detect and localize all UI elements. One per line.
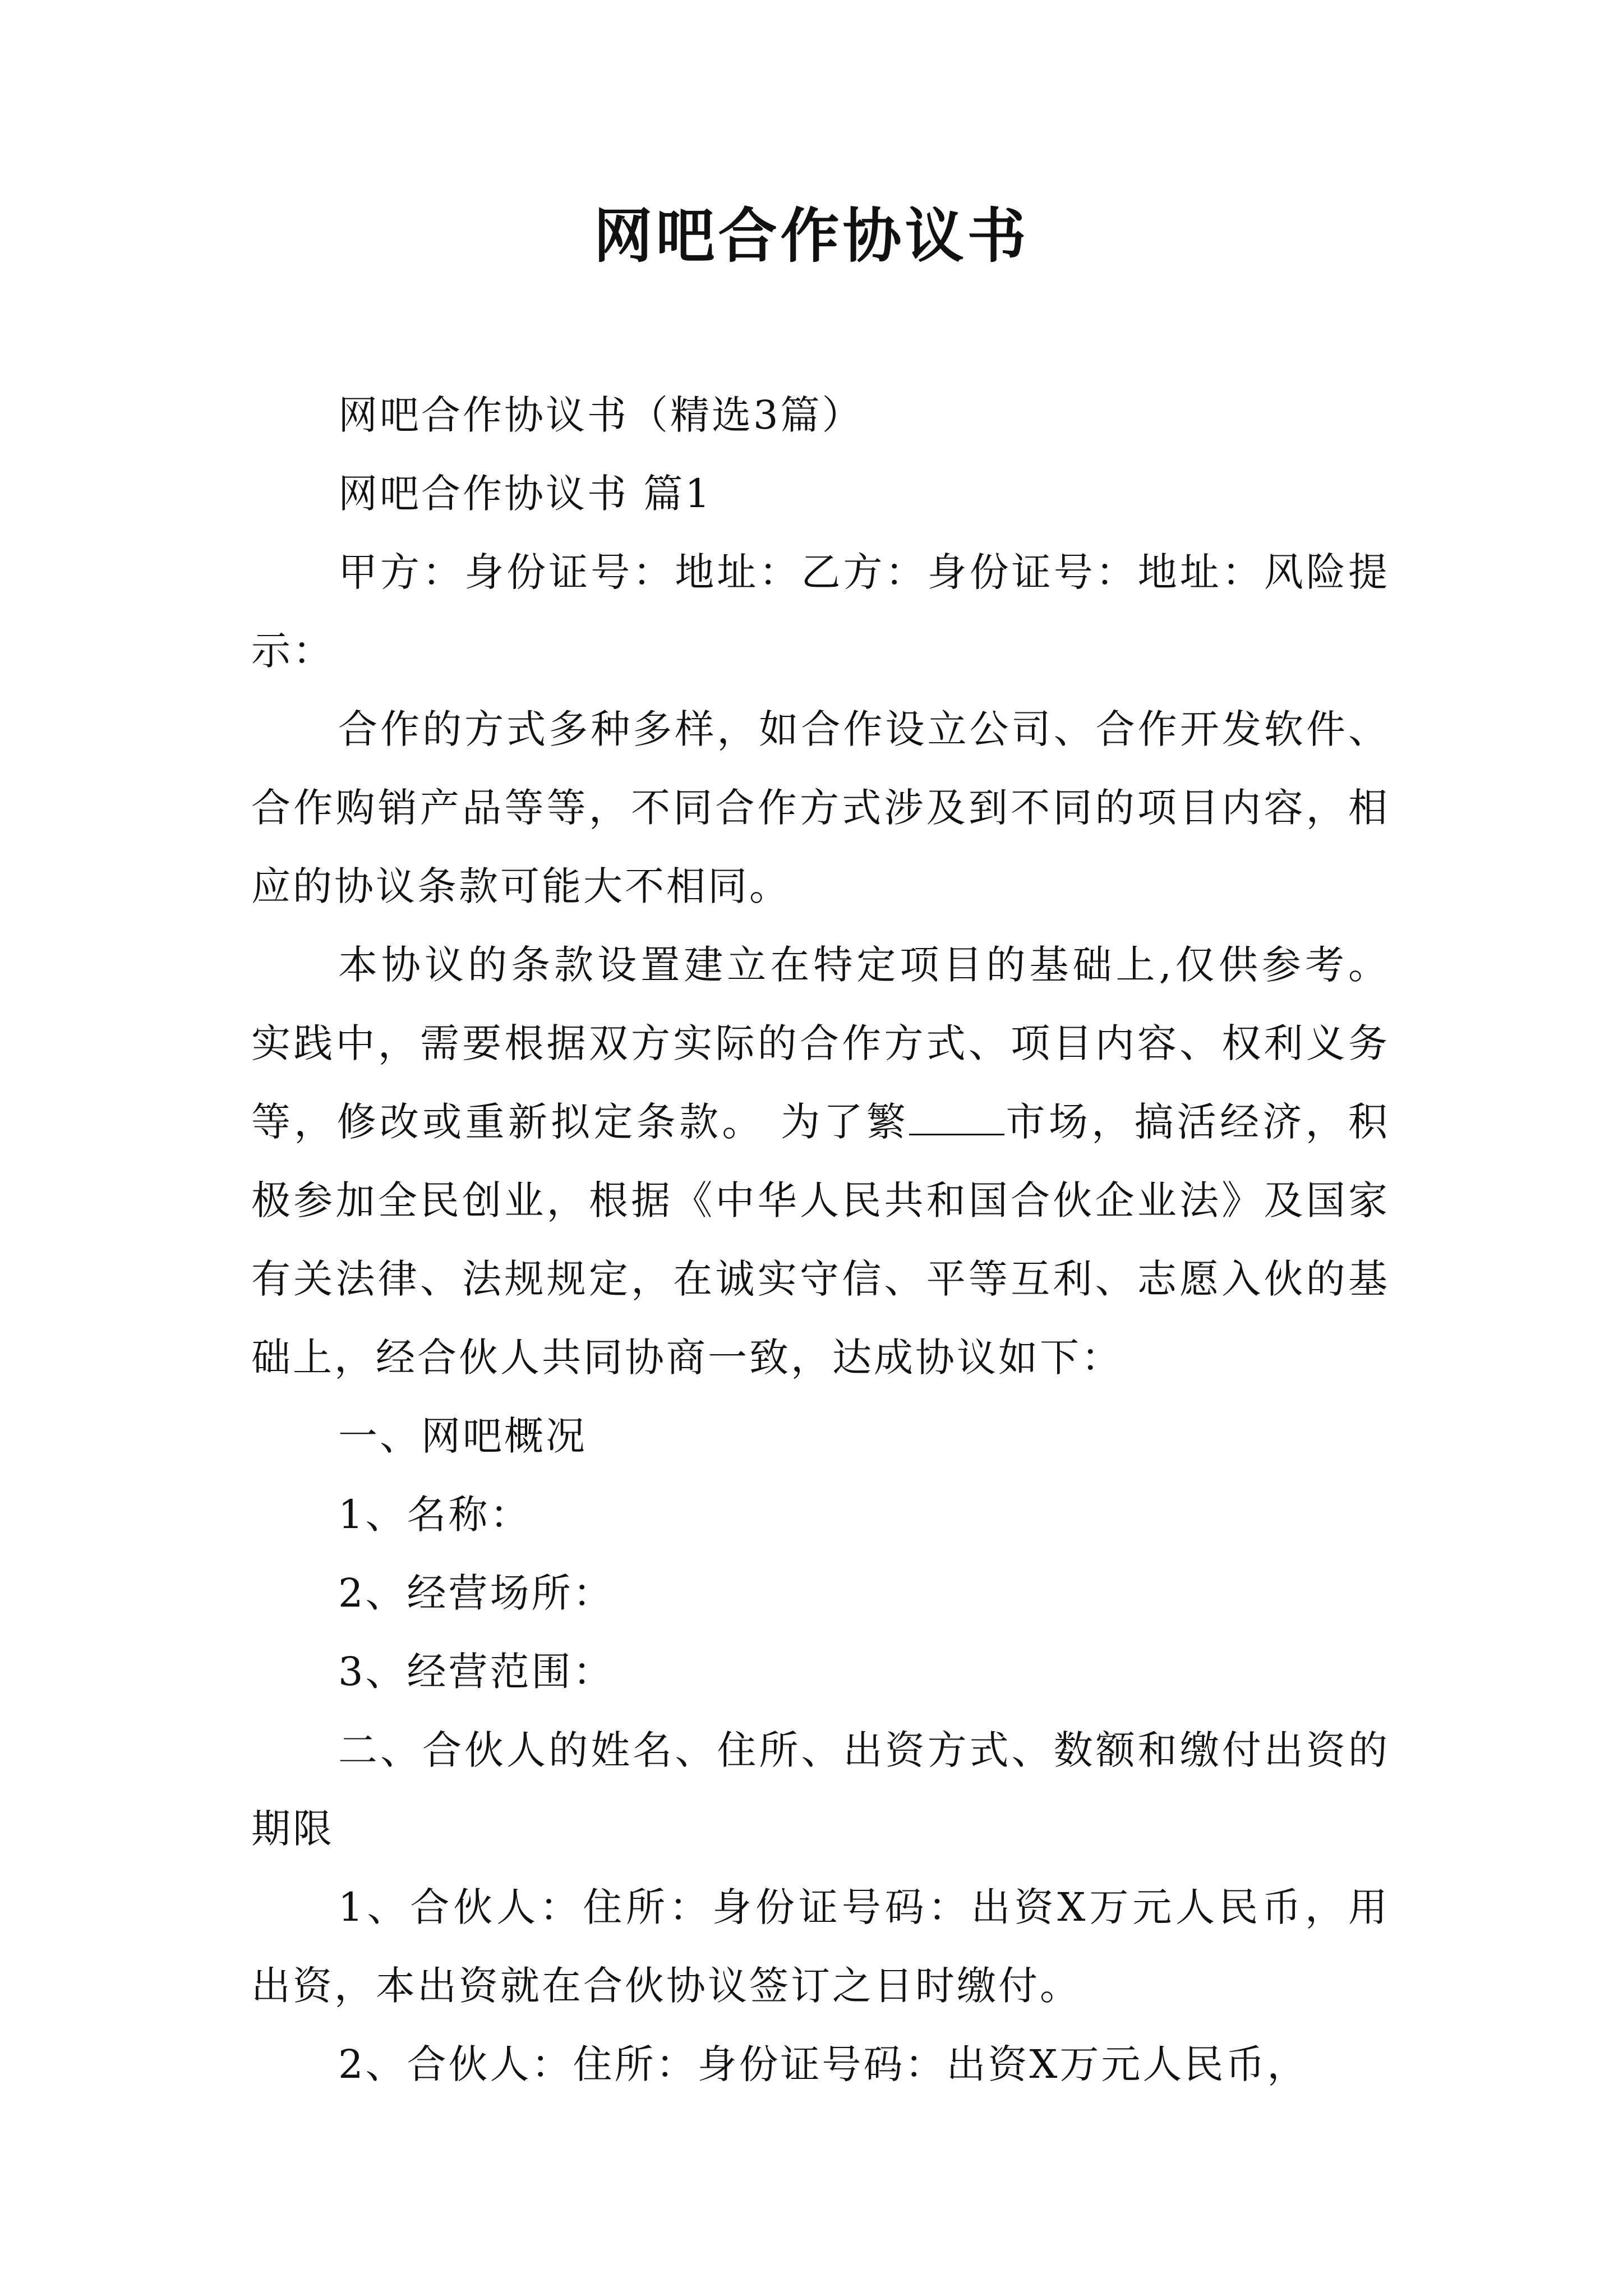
parties-line: 甲方：身份证号：地址：乙方：身份证号：地址：风险提示： (251, 549, 1390, 674)
basis-text-after-blank: 市场，搞活经济，积极参加全民创业，根据《中华人民共和国合伙企业法》及国家有关法律、法规规定，在诚实守信、平等互利、志愿入伙的基础上，经合伙人共同协商一致，达成协议如下： (251, 1099, 1390, 1381)
document-body (251, 376, 1390, 2104)
basis-text-before-blank: 本协议的条款设置建立在特定项目的基础上,仅供参考。实践中，需要根据双方实际的合作方式、项目内容、权利义务等，修改或重新拟定条款。 为了繁 (251, 942, 1390, 1145)
item-name: 1、名称： (338, 1492, 532, 1538)
partner-2: 2、合伙人：住所：身份证号码：出资X万元人民币， (338, 2041, 1309, 2087)
section-heading-2: 二、合伙人的姓名、住所、出资方式、数额和缴付出资的期限 (251, 1727, 1390, 1852)
item-place: 2、经营场所： (338, 1570, 615, 1616)
subtitle: 网吧合作协议书（精选3篇） (338, 392, 864, 438)
item-scope: 3、经营范围： (338, 1649, 615, 1695)
part-heading: 网吧合作协议书 篇1 (338, 471, 712, 517)
partner-1: 1、合伙人：住所：身份证号码：出资X万元人民币，用出资，本出资就在合伙协议签订之日时缴付。 (251, 1884, 1390, 2009)
risk-paragraph: 合作的方式多种多样，如合作设立公司、合作开发软件、合作购销产品等等，不同合作方式涉及到不同的项目内容，相应的协议条款可能大不相同。 (251, 706, 1390, 909)
section-heading-1: 一、网吧概况 (338, 1413, 587, 1459)
fill-in-blank (909, 1100, 1004, 1135)
basis-paragraph (251, 926, 1390, 1397)
document-title: 网吧合作协议书 (593, 201, 1030, 270)
